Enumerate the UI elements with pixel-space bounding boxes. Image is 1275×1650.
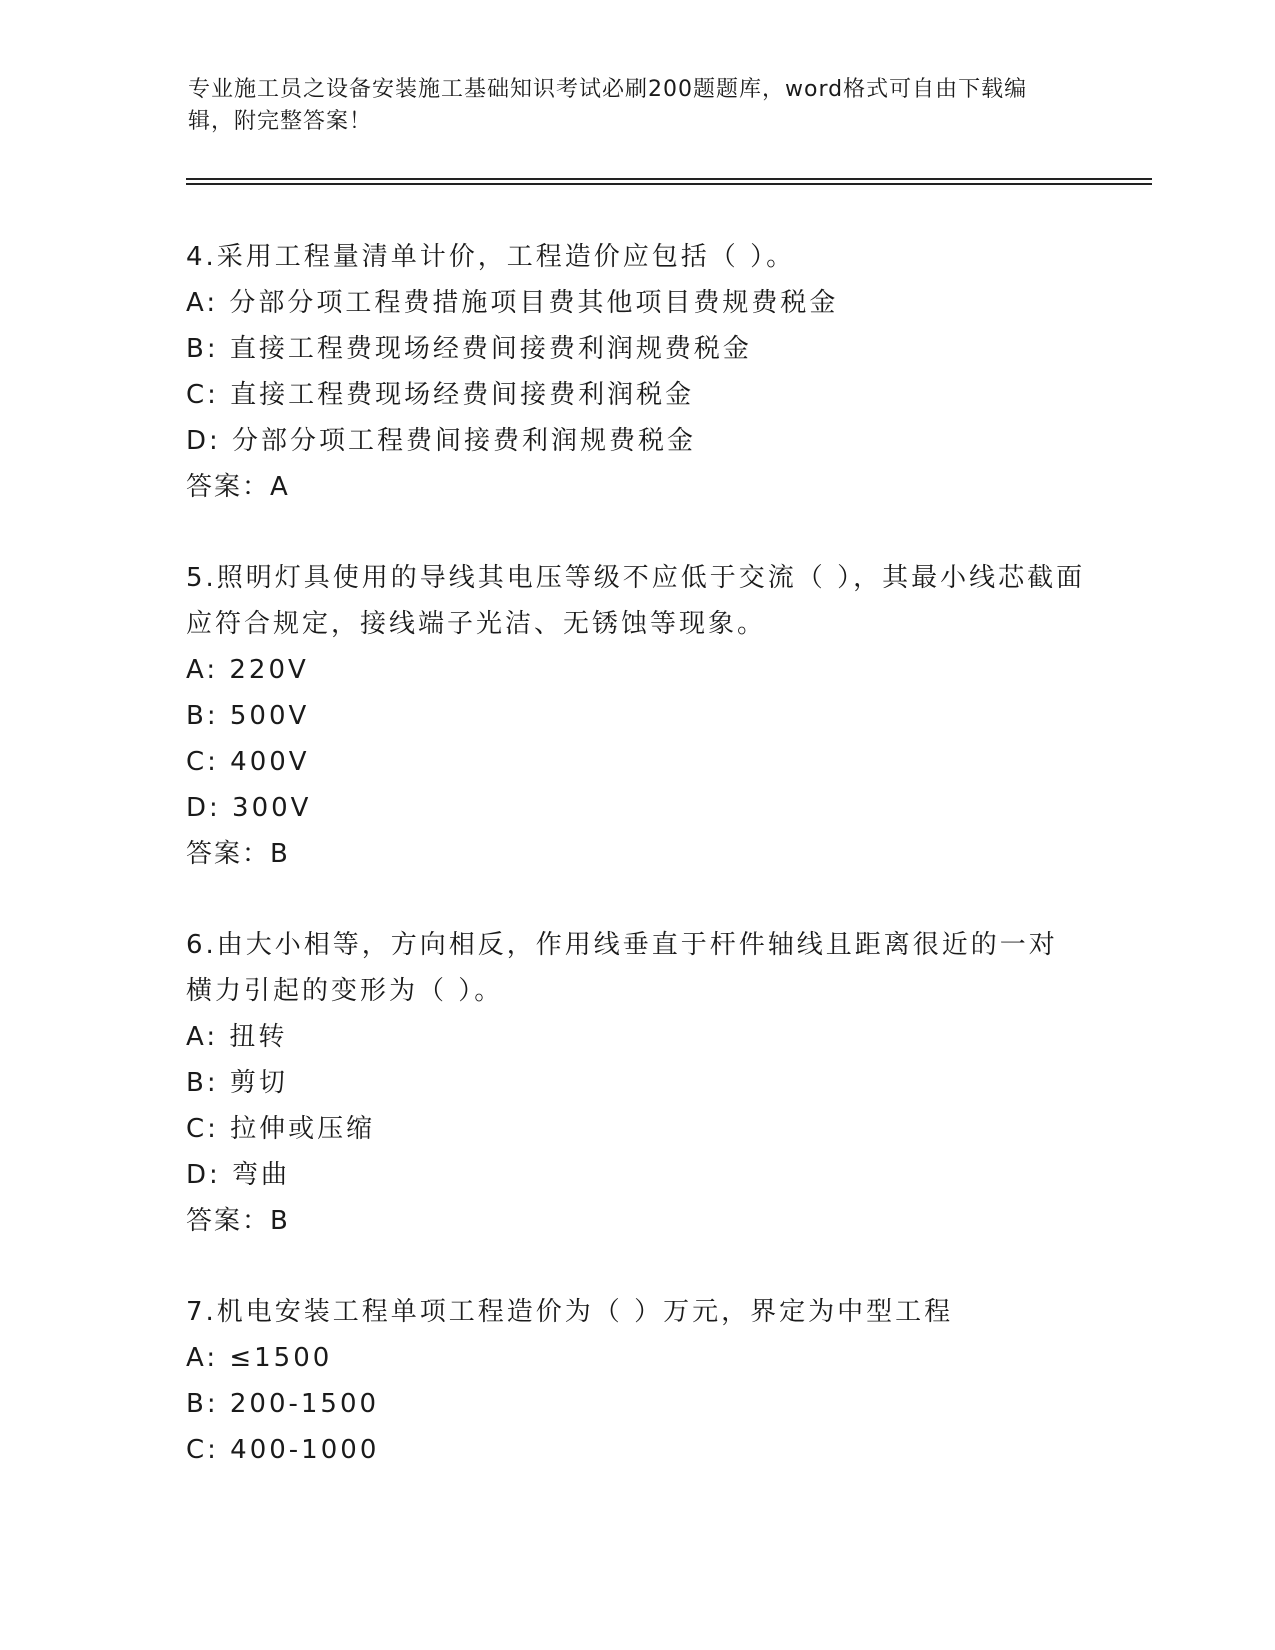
option-b: B: 200-1500 [186,1389,380,1419]
answer: 答案：B [186,1206,290,1236]
question-7 [186,1289,1086,1473]
question-stem: 6.由大小相等，方向相反，作用线垂直于杆件轴线且距离很近的一对横力引起的变形为（ ）。 [186,930,1058,1006]
option-d: D: 300V [186,793,312,823]
option-a: A: 220V [186,655,309,685]
option-c: C: 拉伸或压缩 [186,1114,376,1144]
header-rule-top [186,178,1152,180]
question-stem: 5.照明灯具使用的导线其电压等级不应低于交流（ ），其最小线芯截面应符合规定，接线端子光洁、无锈蚀等现象。 [186,563,1086,639]
header-rule-bottom [186,183,1152,185]
option-d: D: 分部分项工程费间接费利润规费税金 [186,426,697,456]
option-d: D: 弯曲 [186,1160,291,1190]
option-b: B: 500V [186,701,310,731]
question-stem: 7.机电安装工程单项工程造价为（ ）万元，界定为中型工程 [186,1297,954,1327]
question-stem: 4.采用工程量清单计价，工程造价应包括（ ）。 [186,242,796,272]
answer: 答案：A [186,472,290,502]
question-list [186,234,1086,1518]
answer: 答案：B [186,839,290,869]
option-c: C: 直接工程费现场经费间接费利润税金 [186,380,695,410]
question-4 [186,234,1086,510]
document-title: 专业施工员之设备安装施工基础知识考试必刷200题题库，word格式可自由下载编辑，附完整答案！ [188,77,1028,134]
option-c: C: 400-1000 [186,1435,380,1465]
option-c: C: 400V [186,747,310,777]
option-b: B: 直接工程费现场经费间接费利润规费税金 [186,334,752,364]
option-a: A: ≤1500 [186,1343,333,1373]
option-b: B: 剪切 [186,1068,288,1098]
question-6 [186,922,1086,1244]
option-a: A: 扭转 [186,1022,288,1052]
question-5 [186,555,1086,877]
option-a: A: 分部分项工程费措施项目费其他项目费规费税金 [186,288,839,318]
